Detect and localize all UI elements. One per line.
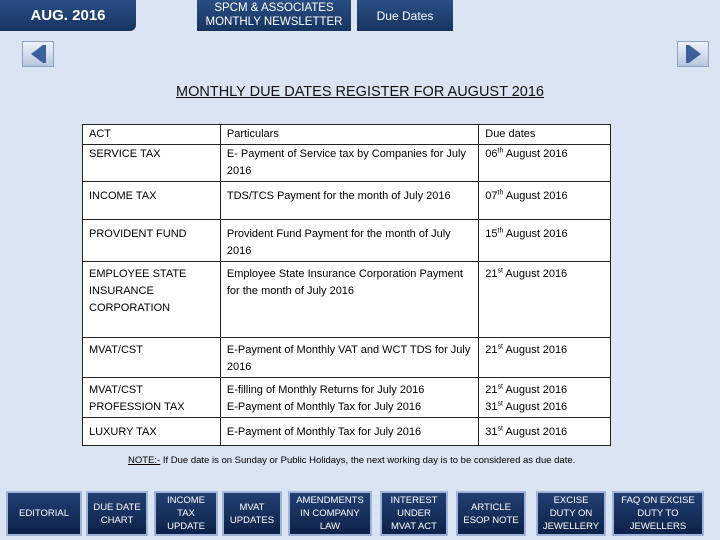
table-row <box>83 145 611 182</box>
row-act: EMPLOYEE STATE INSURANCE CORPORATION <box>83 262 221 338</box>
footer-button-article-esop-note[interactable]: ARTICLE ESOP NOTE <box>456 491 526 536</box>
row-particulars: Employee State Insurance Corporation Payment for the month of July 2016 <box>220 262 478 338</box>
note-text: If Due date is on Sunday or Public Holidays, the next working day is to be considered as due date. <box>160 455 576 466</box>
row-act: PROVIDENT FUND <box>83 220 221 262</box>
month-tab <box>0 0 136 31</box>
row-due-date: 31st August 2016 <box>479 418 611 446</box>
newsletter-line1: SPCM & ASSOCIATES <box>214 1 334 14</box>
footer-button-excise-duty-jewellery[interactable]: EXCISE DUTY ON JEWELLERY <box>536 491 606 536</box>
row-particulars: E-filling of Monthly Returns for July 2016 E-Payment of Monthly Tax for July 2016 <box>220 378 478 418</box>
table-row <box>83 418 611 446</box>
table-row <box>83 220 611 262</box>
row-act: LUXURY TAX <box>83 418 221 446</box>
row-due-date: 15th August 2016 <box>479 220 611 262</box>
header-particulars: Particulars <box>220 125 478 145</box>
footer-button-mvat-updates[interactable]: MVAT UPDATES <box>222 491 282 536</box>
table-header-row <box>83 125 611 145</box>
row-due-date: 21st August 2016 <box>479 262 611 338</box>
row-particulars: E-Payment of Monthly Tax for July 2016 <box>220 418 478 446</box>
row-due-date: 06th August 2016 <box>479 145 611 182</box>
row-due-date: 07th August 2016 <box>479 182 611 220</box>
next-page-icon <box>689 45 701 63</box>
footer-button-editorial[interactable]: EDITORIAL <box>6 491 82 536</box>
prev-page-icon <box>31 45 43 63</box>
page-title: MONTHLY DUE DATES REGISTER FOR AUGUST 2016 <box>176 84 544 100</box>
footer-button-income-tax-update[interactable]: INCOME TAX UPDATE <box>154 491 218 536</box>
prev-bar-icon <box>43 45 46 63</box>
table-row <box>83 338 611 378</box>
header-act: ACT <box>83 125 221 145</box>
row-act: SERVICE TAX <box>83 145 221 182</box>
header-due-dates: Due dates <box>479 125 611 145</box>
footer-button-due-date-chart[interactable]: DUE DATE CHART <box>86 491 148 536</box>
row-particulars: Provident Fund Payment for the month of July 2016 <box>220 220 478 262</box>
section-label: Due Dates <box>376 8 434 23</box>
table-row <box>83 378 611 418</box>
row-particulars: E- Payment of Service tax by Companies for July 2016 <box>220 145 478 182</box>
row-act: INCOME TAX <box>83 182 221 220</box>
footer-button-faq-excise-duty[interactable]: FAQ ON EXCISE DUTY TO JEWELLERS <box>612 491 704 536</box>
row-act: MVAT/CST <box>83 338 221 378</box>
next-page-button[interactable] <box>677 41 709 67</box>
footer-button-interest-mvat-act[interactable]: INTEREST UNDER MVAT ACT <box>380 491 448 536</box>
row-particulars: E-Payment of Monthly VAT and WCT TDS for July 2016 <box>220 338 478 378</box>
prev-page-button[interactable] <box>22 41 54 67</box>
section-tab-due-dates[interactable] <box>357 0 453 31</box>
due-dates-table <box>82 124 611 446</box>
footer-button-amendments-company-law[interactable]: AMENDMENTS IN COMPANY LAW <box>288 491 372 536</box>
table-row <box>83 182 611 220</box>
row-due-date: 21st August 2016 <box>479 338 611 378</box>
note-label: NOTE:- <box>128 455 161 466</box>
newsletter-line2: MONTHLY NEWSLETTER <box>205 15 343 28</box>
table-row <box>83 262 611 338</box>
newsletter-title-tab <box>197 0 351 31</box>
row-act: MVAT/CST PROFESSION TAX <box>83 378 221 418</box>
month-label: AUG. 2016 <box>30 7 106 24</box>
due-date-note <box>128 455 575 466</box>
row-due-date: 21st August 2016 31st August 2016 <box>479 378 611 418</box>
row-particulars: TDS/TCS Payment for the month of July 2016 <box>220 182 478 220</box>
